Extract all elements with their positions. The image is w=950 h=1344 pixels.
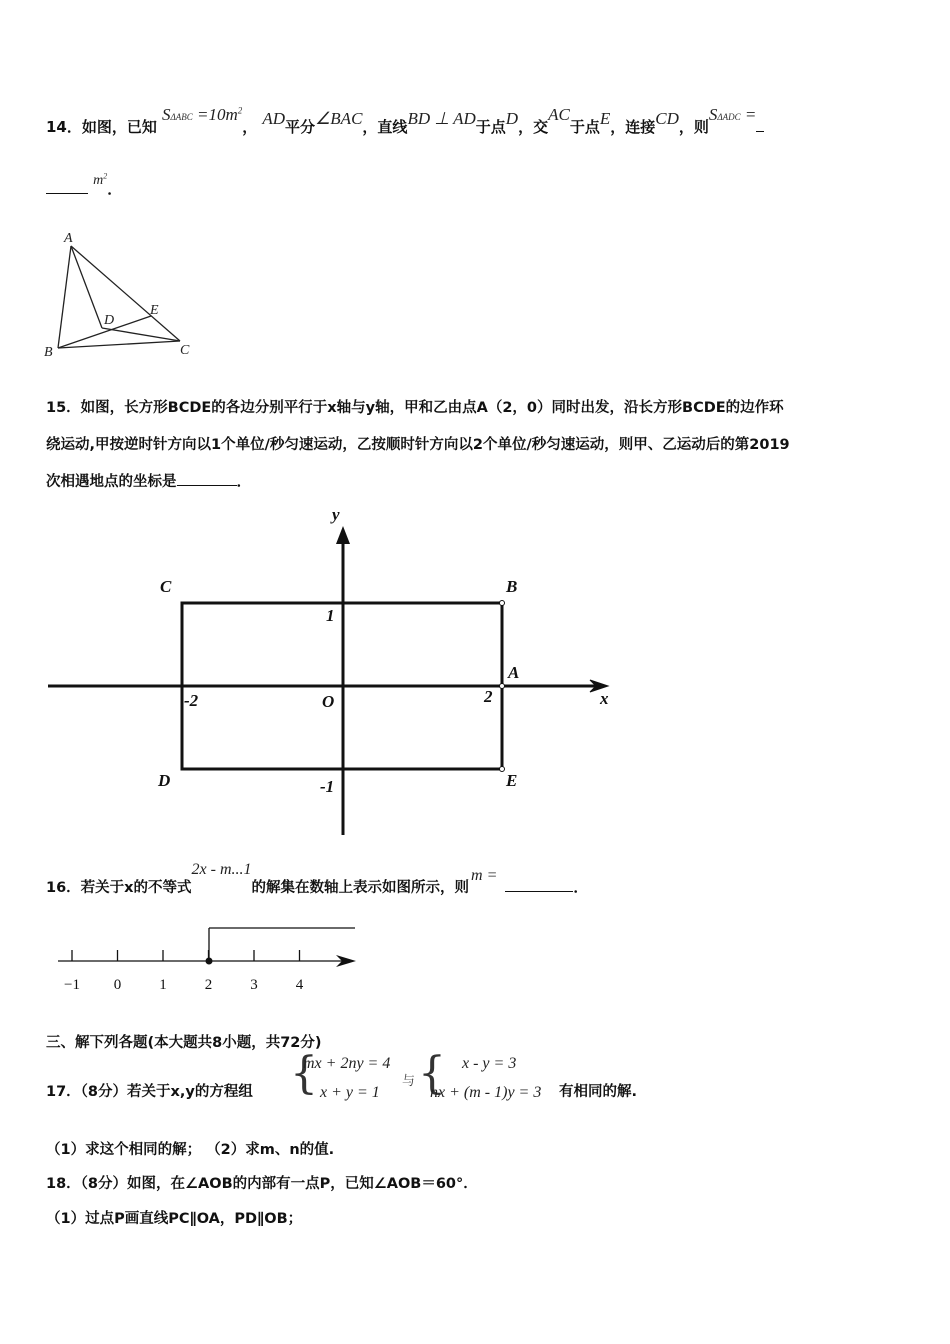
number-line-tick-label: 1 <box>159 977 167 993</box>
label-a: A <box>508 663 520 682</box>
q17-with: 与 <box>402 1074 416 1089</box>
q17-tail: 有相同的解. <box>559 1084 638 1100</box>
q17-subquestions: （1）求这个相同的解； （2）求m、n的值. <box>46 1142 335 1158</box>
q16-number-line <box>50 920 370 1000</box>
label-e: E <box>506 771 518 790</box>
edge-ac <box>71 246 180 341</box>
q14-area-abc: $S\Delta ABC =10m^2$ <box>161 105 243 124</box>
q14-number: 14． <box>46 118 82 136</box>
q17-intro: 17．（8分）若关于x,y的方程组 <box>46 1084 253 1100</box>
q14-text: 如图，已知 <box>81 118 157 136</box>
label-c: C <box>180 343 190 358</box>
q18-intro: 18．（8分）如图，在∠AOB的内部有一点P，已知∠AOB＝60°． <box>46 1176 478 1192</box>
edge-ab <box>58 246 71 348</box>
q14-angle-bac: ∠BAC <box>315 109 363 128</box>
q14-unit: $m^2$ <box>93 171 108 188</box>
q17-sys1-eq2: x + y = 1 <box>320 1084 380 1101</box>
tick-y-neg1: -1 <box>320 777 335 796</box>
tick-y-1: 1 <box>326 606 335 625</box>
label-d: D <box>158 771 171 790</box>
q14-triangle-figure <box>40 228 200 363</box>
point-b <box>500 601 505 606</box>
x-axis-label: x <box>600 689 609 708</box>
number-line-tick-label: 2 <box>204 977 213 993</box>
q15-coordinate-figure <box>40 500 630 840</box>
number-line-tick-label: 0 <box>113 977 122 993</box>
solution-endpoint-dot <box>206 958 213 965</box>
q14-ad: AD <box>262 109 286 128</box>
q18-sub1: （1）过点P画直线PC∥OA，PD∥OB； <box>46 1211 303 1227</box>
q14-answer-blank-a[interactable] <box>756 117 764 132</box>
q17-sys1-eq1: mx + 2ny = 4 <box>303 1055 391 1072</box>
q16-line: 16．若关于x的不等式2x - m...1的解集在数轴上表示如图所示，则m =． <box>46 861 589 896</box>
number-line-labels <box>64 977 304 993</box>
q15-line2: 绕运动,甲按逆时针方向以1个单位/秒匀速运动，乙按顺时针方向以2个单位/秒匀速运动，则甲、乙运动后的第2019 <box>46 437 790 453</box>
segment-ad <box>71 246 102 328</box>
number-line-tick-label: −1 <box>64 977 80 993</box>
label-a: A <box>64 231 73 246</box>
label-d: D <box>104 313 115 328</box>
q16-inequality: 2x - m...1 <box>191 861 252 878</box>
q17-sys2-brace: { <box>418 1048 446 1099</box>
q14-bd-perp-ad: BD ⊥ AD <box>407 109 476 128</box>
q14-line1: 14．如图，已知 $S\Delta ABC =10m^2$， AD平分∠BAC，直线BD ⊥ AD于点D，交AC于点E，连接CD，则SΔADC = <box>46 104 764 144</box>
q14-line2: $m^2$． <box>46 178 122 199</box>
q15-line3: 次相遇地点的坐标是 ． <box>46 472 252 490</box>
q15-line1: 15．如图，长方形BCDE的各边分别平行于x轴与y轴，甲和乙由点A（2，0）同时出发，沿长方形BCDE的边作环 <box>46 400 784 416</box>
label-o: O <box>322 692 335 711</box>
number-line-tick-label: 3 <box>250 977 258 993</box>
q17-sys1-brace: { <box>290 1048 318 1099</box>
q17-sys2-eq2: nx + (m - 1)y = 3 <box>430 1084 542 1101</box>
y-axis-arrow <box>336 526 350 544</box>
number-line-ticks <box>72 950 300 961</box>
q16-m-eq: m = <box>471 867 498 884</box>
point-a <box>500 684 505 689</box>
tick-x-neg2: -2 <box>184 691 199 710</box>
q16-answer-blank[interactable] <box>505 877 573 892</box>
point-e <box>500 767 505 772</box>
q14-area-adc: SΔADC = <box>708 105 757 124</box>
label-b: B <box>44 345 53 360</box>
label-e: E <box>150 303 159 318</box>
label-b: B <box>506 577 518 596</box>
q17-sys2-eq1: x - y = 3 <box>462 1055 517 1072</box>
number-line-tick-label: 4 <box>295 977 304 993</box>
y-axis-label: y <box>332 505 340 524</box>
tick-x-2: 2 <box>484 687 493 706</box>
q15-answer-blank[interactable] <box>177 471 237 486</box>
section3-title: 三、解下列各题(本大题共8小题，共72分) <box>46 1035 322 1051</box>
q14-answer-blank-b[interactable] <box>46 179 88 194</box>
label-c: C <box>160 577 172 596</box>
